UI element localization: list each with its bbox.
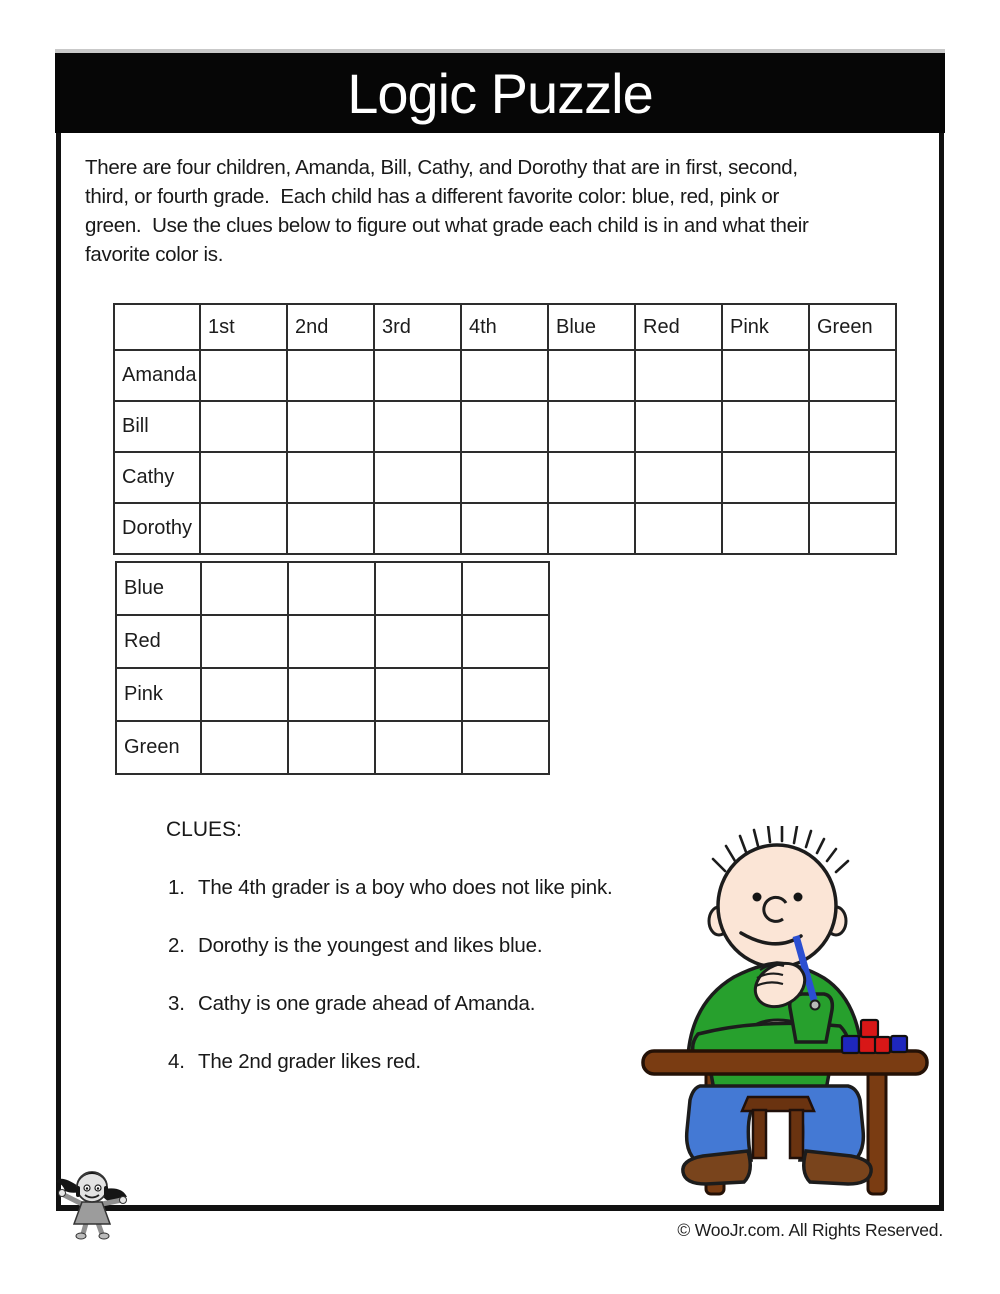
- boy-at-desk-illustration: [628, 826, 940, 1216]
- grid-column-header: 1st: [200, 304, 287, 350]
- grid-cell: [374, 452, 461, 503]
- grid-cell: [548, 401, 635, 452]
- clues-heading: CLUES:: [166, 818, 242, 841]
- intro-line: third, or fourth grade. Each child has a different favorite color: blue, red, pink or: [85, 185, 779, 208]
- intro-line: favorite color is.: [85, 243, 224, 266]
- grid-cell: [200, 503, 287, 554]
- grid-cell: [288, 721, 375, 774]
- grid-row-header: Pink: [116, 668, 201, 721]
- grid-cell: [374, 401, 461, 452]
- mascot-logo-icon: [52, 1162, 140, 1242]
- grid-cell: [375, 668, 462, 721]
- grid-row-header: Red: [116, 615, 201, 668]
- clues-list: [168, 876, 613, 1108]
- clue-number: 4.: [168, 1050, 185, 1073]
- grid-cell: [722, 452, 809, 503]
- clue-number: 3.: [168, 992, 185, 1015]
- clue-item: [168, 1050, 613, 1074]
- page-title: Logic Puzzle: [347, 61, 653, 125]
- grid-cell: [200, 401, 287, 452]
- grid-cell: [461, 452, 548, 503]
- grid-cell: [375, 562, 462, 615]
- clue-text: The 2nd grader likes red.: [198, 1050, 421, 1073]
- intro-paragraph: [85, 153, 809, 269]
- grid-column-header: Green: [809, 304, 896, 350]
- grid-cell: [200, 452, 287, 503]
- grid-row-header: Cathy: [114, 452, 200, 503]
- grid-column-header: 4th: [461, 304, 548, 350]
- grid-cell: [635, 401, 722, 452]
- grid-cell: [201, 615, 288, 668]
- grid-cell: [722, 350, 809, 401]
- logic-grid-children: [113, 303, 897, 555]
- grid-cell: [461, 350, 548, 401]
- grid-cell: [200, 350, 287, 401]
- grid-cell: [201, 562, 288, 615]
- grid-cell: [809, 503, 896, 554]
- grid-cell: [548, 452, 635, 503]
- grid-cell: [548, 503, 635, 554]
- grid-cell: [375, 721, 462, 774]
- clue-item: [168, 876, 613, 900]
- grid-cell: [461, 401, 548, 452]
- clue-text: The 4th grader is a boy who does not like pink.: [198, 876, 613, 899]
- grid-cell: [287, 350, 374, 401]
- grid-cell: [288, 562, 375, 615]
- grid-cell: [375, 615, 462, 668]
- grid-column-header: Red: [635, 304, 722, 350]
- grid-cell: [722, 503, 809, 554]
- grid-cell: [462, 615, 549, 668]
- intro-line: There are four children, Amanda, Bill, Cathy, and Dorothy that are in first, second,: [85, 156, 798, 179]
- clue-item: [168, 934, 613, 958]
- clue-item: [168, 992, 613, 1016]
- grid-cell: [462, 721, 549, 774]
- grid-column-header: Pink: [722, 304, 809, 350]
- grid-cell: [548, 350, 635, 401]
- grid-row-header: Green: [116, 721, 201, 774]
- grid-cell: [461, 503, 548, 554]
- grid-corner-cell: [114, 304, 200, 350]
- copyright-text: © WooJr.com. All Rights Reserved.: [677, 1220, 943, 1240]
- intro-line: green. Use the clues below to figure out what grade each child is in and what their: [85, 214, 809, 237]
- clue-text: Dorothy is the youngest and likes blue.: [198, 934, 543, 957]
- clue-number: 1.: [168, 876, 185, 899]
- grid-cell: [288, 668, 375, 721]
- grid-cell: [288, 615, 375, 668]
- clue-text: Cathy is one grade ahead of Amanda.: [198, 992, 536, 1015]
- grid-cell: [635, 452, 722, 503]
- grid-cell: [635, 350, 722, 401]
- grid-row-header: Amanda: [114, 350, 200, 401]
- grid-cell: [809, 401, 896, 452]
- grid-row-header: Blue: [116, 562, 201, 615]
- grid-cell: [287, 452, 374, 503]
- grid-column-header: 3rd: [374, 304, 461, 350]
- stool: [742, 1097, 814, 1158]
- grid-cell: [462, 562, 549, 615]
- grid-cell: [809, 350, 896, 401]
- clue-number: 2.: [168, 934, 185, 957]
- grid-cell: [201, 668, 288, 721]
- title-bar: [55, 53, 945, 133]
- grid-column-header: Blue: [548, 304, 635, 350]
- grid-cell: [201, 721, 288, 774]
- grid-cell: [374, 350, 461, 401]
- grid-cell: [635, 503, 722, 554]
- grid-cell: [809, 452, 896, 503]
- grid-cell: [374, 503, 461, 554]
- logic-grid-colors: [115, 561, 550, 775]
- grid-cell: [722, 401, 809, 452]
- grid-column-header: 2nd: [287, 304, 374, 350]
- grid-cell: [462, 668, 549, 721]
- grid-row-header: Dorothy: [114, 503, 200, 554]
- grid-row-header: Bill: [114, 401, 200, 452]
- grid-cell: [287, 503, 374, 554]
- grid-cell: [287, 401, 374, 452]
